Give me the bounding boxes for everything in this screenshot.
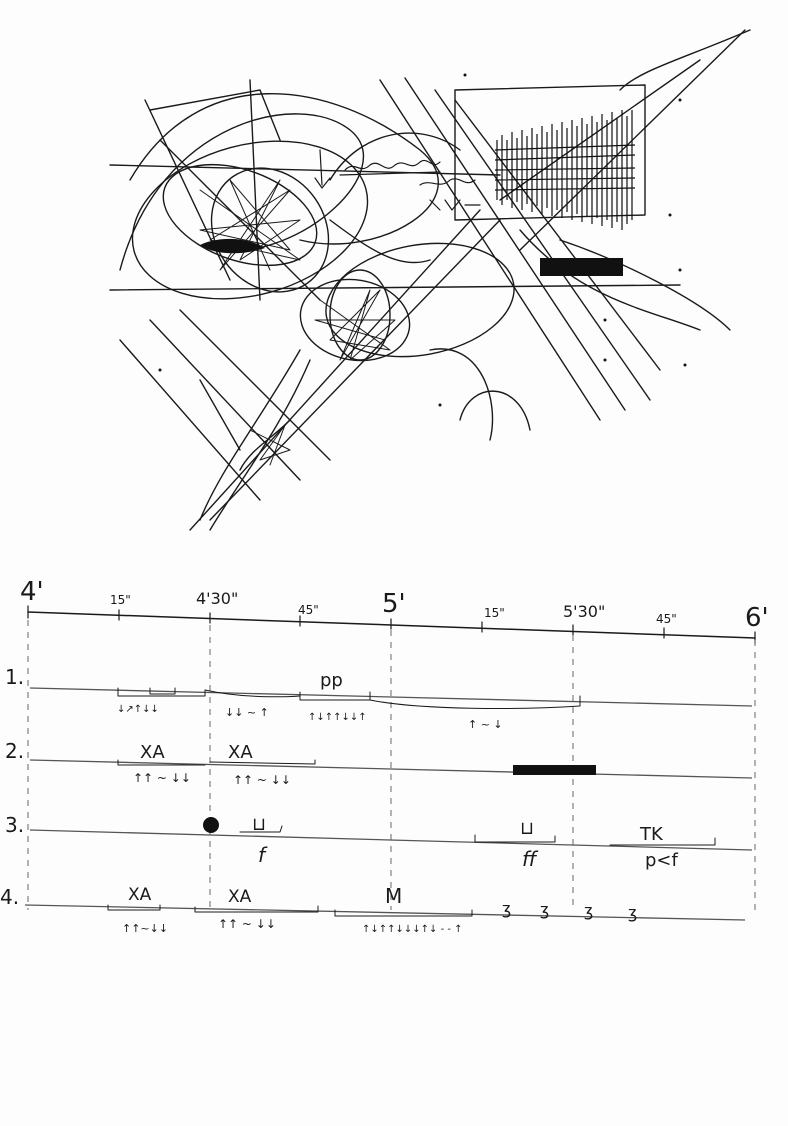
stave-1-annotation-3: ↑↓↑↑↓↓↑ <box>308 712 367 723</box>
timeline-score <box>0 560 788 1120</box>
stave-1-dynamic: pp <box>320 670 343 691</box>
stave-2-label-2: XA <box>228 742 253 763</box>
stave-2-annotation-2: ↑↑ ~ ↓↓ <box>233 773 291 787</box>
stave-1-number: 1. <box>5 665 25 689</box>
stave-4-annotation-1: ↑↑~↓↓ <box>122 922 169 935</box>
stave-4-annotation-3: ↑↓↑↑↓↓↓↑↓ - - ↑ <box>362 924 463 935</box>
stave-4-glyph-4: ʒ <box>628 903 638 922</box>
time-mark-4m45s: 45" <box>298 603 319 617</box>
stave-4-glyph-1: ʒ <box>502 899 512 918</box>
stave-3-dynamic-pf: p<f <box>645 850 678 871</box>
stave-3-glyph-2: ⊔ <box>520 818 535 839</box>
stave-1-annotation-2: ↓↓ ~ ↑ <box>225 706 269 719</box>
stave-2-number: 2. <box>5 739 25 763</box>
stave-2-solid-bar <box>513 765 596 775</box>
time-mark-5m30s: 5'30" <box>563 602 606 621</box>
stave-3-dynamic-f: f <box>258 843 266 867</box>
stave-3-number: 3. <box>5 813 25 837</box>
stave-3-glyph-1: ⊔ <box>252 814 267 835</box>
time-mark-6min: 6' <box>745 603 769 633</box>
stave-4-number: 4. <box>0 885 20 909</box>
time-mark-5m45s: 45" <box>656 612 677 626</box>
stave-4-label-2: XA <box>228 887 252 907</box>
stave-3-dynamic-ff: ff <box>522 847 537 871</box>
time-mark-5m15s: 15" <box>484 606 505 620</box>
stave-4-glyph-3: ʒ <box>584 901 594 920</box>
stave-4-label-1: XA <box>128 885 152 905</box>
stave-4-label-3: M <box>385 884 403 908</box>
stave-3-dot <box>203 817 219 833</box>
stave-4-annotation-2: ↑↑ ~ ↓↓ <box>218 917 276 931</box>
stave-1-annotation-4: ↑ ~ ↓ <box>468 718 503 731</box>
stave-3-glyph-3: TK <box>640 824 663 845</box>
graphic-score-drawing <box>0 0 788 560</box>
stave-1-annotation-1: ↓↗↑↓↓ <box>117 704 159 715</box>
solid-bar <box>540 258 623 276</box>
time-mark-5min: 5' <box>382 589 406 619</box>
time-mark-4m15s: 15" <box>110 593 131 607</box>
time-mark-4m30s: 4'30" <box>196 589 239 608</box>
stave-2-annotation-1: ↑↑ ~ ↓↓ <box>133 771 191 785</box>
hatched-block <box>495 110 635 230</box>
time-mark-4min: 4' <box>20 577 44 607</box>
stave-2-label-1: XA <box>140 742 165 763</box>
stave-4-glyph-2: ʒ <box>540 900 550 919</box>
